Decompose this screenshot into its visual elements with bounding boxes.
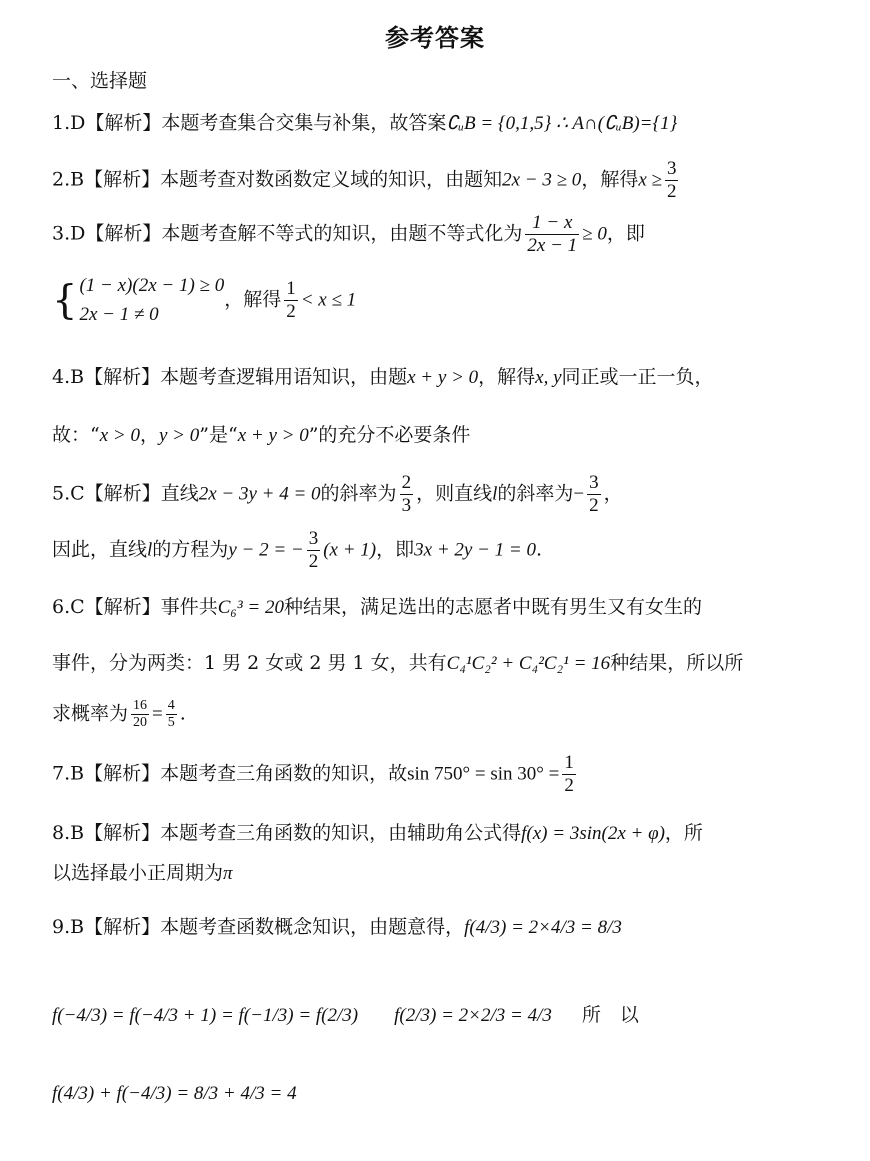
item-text: 事件共 [160,596,218,618]
item-number: 5.C [52,482,85,505]
item-math: f(−4/3) = f(−4/3 + 1) = f(−1/3) = f(2/3) [52,1005,359,1026]
frac-num: 1 − x [525,212,579,235]
frac-den: 2x − 1 [527,234,578,256]
frac-den: 20 [133,715,148,731]
item-number: 8.B [52,822,85,844]
item-text: 本题考查解不等式的知识，由题不等式化为 [161,222,523,245]
item-math: l [147,539,153,561]
frac-den: 2 [666,180,677,202]
item-text: ，即 [606,222,645,245]
answer-item-7 [52,752,579,797]
item-number: 6.C [52,596,85,618]
item-math: y − 2 = − [228,539,304,561]
fraction [665,158,679,203]
item-math: C₄¹C₂² + C₄²C₂¹ = 16 [446,653,611,674]
item-text: 本题考查对数函数定义域的知识，由题知 [160,168,503,191]
frac-num: 3 [589,472,599,493]
item-text: ，即 [376,538,415,561]
item-text: ， [139,424,159,446]
item-text: ，解得 [224,288,282,311]
frac-num: 4 [166,698,177,715]
item-number: 3.D [52,222,86,245]
item-number: 4.B [52,366,85,388]
answer-item-6 [52,592,702,619]
item-math: x + y > 0 [407,367,479,388]
fraction [284,278,298,323]
fraction [562,752,576,797]
item-math: f(2/3) = 2×2/3 = 4/3 [394,1005,552,1026]
item-text: 故：“ [52,424,100,446]
answer-item-4-line2 [52,420,470,447]
item-text: 以选择最小正周期为 [52,862,224,884]
item-text: ，所 [664,822,703,844]
item-number: 7.B [52,762,85,785]
fraction [131,698,149,731]
fraction [166,698,177,731]
fraction [587,472,601,517]
item-text: 种结果，满足选出的志愿者中既有男生又有女生的 [284,596,703,618]
item-text: 本题考查三角函数的知识，由辅助角公式得 [160,822,522,844]
item-text: 的斜率为 [320,482,397,505]
item-tag: 【解析】 [85,112,162,134]
answer-item-1 [52,108,677,135]
system-line-1: (1 − x)(2x − 1) ≥ 0 [79,275,225,296]
item-number: 9.B [52,916,85,938]
frac-den: 5 [167,715,175,731]
frac-num: 1 [564,752,574,773]
answer-item-9-line3 [52,1082,297,1105]
answer-item-6-line3 [52,698,186,731]
item-math: = [152,703,163,725]
item-math: f(4/3) = 2×4/3 = 8/3 [464,917,622,938]
item-text: 本题考查函数概念知识，由题意得， [160,916,465,938]
item-tag: 【解析】 [84,366,161,388]
item-math: ≥ 0 [582,223,607,245]
frac-num: 16 [131,698,149,715]
frac-den: 2 [286,301,296,322]
item-text: ”是“ [199,424,238,446]
answer-item-8 [52,818,703,845]
item-math: sin 750° = sin 30° = [407,763,560,785]
item-math: x, y [535,367,562,388]
item-math: x + y > 0 [237,425,309,446]
fraction [307,528,321,573]
brace-icon: { [52,277,78,324]
system-line-2: 2x − 1 ≠ 0 [79,303,159,325]
inequality-system [77,272,224,329]
fraction [525,212,579,257]
item-text: 直线 [160,482,199,505]
section-heading: 一、选择题 [52,70,148,92]
answer-item-4 [52,362,714,389]
item-text: . [536,538,543,561]
item-text: ”的充分不必要条件 [308,424,471,446]
item-number: 2.B [52,168,85,191]
answer-item-5-line2 [52,528,542,573]
answer-item-2 [52,158,681,203]
answer-item-8-line2 [52,858,233,885]
fraction [400,472,414,517]
item-math: 3x + 2y − 1 = 0 [414,539,536,561]
page-title: 参考答案 [385,23,485,52]
item-text: ，则直线 [416,482,493,505]
item-text: 求概率为 [52,702,129,725]
item-math: C₆³ = 20 [217,597,284,618]
answer-item-9 [52,912,622,939]
item-math: < x ≤ 1 [300,289,357,311]
item-text: 的方程为 [152,538,229,561]
item-text: ，解得 [581,168,639,191]
item-number: 1.D [52,112,86,134]
item-math: ∁ᵤB = {0,1,5} ∴ A∩(∁ᵤB)={1} [446,113,678,134]
item-text: 本题考查三角函数的知识，故 [160,762,408,785]
item-math: x ≥ [638,169,662,191]
item-math: f(x) = 3sin(2x + φ) [521,823,665,844]
item-tag: 【解析】 [84,596,161,618]
frac-den: 2 [308,550,319,572]
answer-item-9-line2 [52,1000,639,1027]
frac-num: 2 [401,472,412,493]
item-text: 事件，分为两类：1 男 2 女或 2 男 1 女，共有 [52,652,447,674]
item-math: 2x − 3 ≥ 0 [502,169,582,191]
item-math: − [573,483,585,505]
item-text: 的斜率为 [497,482,574,505]
item-text: 因此，直线 [52,538,148,561]
item-tag: 【解析】 [84,482,161,505]
item-text: ， [603,482,623,505]
item-tag: 【解析】 [84,762,161,785]
item-tag: 【解析】 [84,822,161,844]
answer-item-3-line2 [52,272,356,329]
item-text: . [179,702,186,725]
item-text: 所 以 [581,1004,639,1026]
item-math: y > 0 [159,425,200,446]
frac-num: 1 [286,278,296,300]
item-text: 本题考查逻辑用语知识，由题 [160,366,408,388]
item-tag: 【解析】 [84,916,161,938]
item-math: π [223,863,233,884]
answer-item-5 [52,472,623,517]
item-tag: 【解析】 [84,168,161,191]
frac-den: 3 [401,494,412,516]
item-math: (x + 1) [323,539,377,561]
frac-den: 2 [589,494,599,516]
item-math: l [492,483,498,505]
item-math: f(4/3) + f(−4/3) = 8/3 + 4/3 = 4 [52,1083,297,1104]
item-text: ，解得 [478,366,536,388]
answer-item-3 [52,212,645,257]
item-text: 种结果，所以所 [610,652,744,674]
item-tag: 【解析】 [85,222,162,245]
item-math: 2x − 3y + 4 = 0 [198,483,321,505]
frac-num: 3 [308,528,319,549]
item-text: 本题考查集合交集与补集，故答案 [161,112,447,134]
frac-den: 2 [564,774,574,796]
item-text: 同正或一正一负， [561,366,714,388]
frac-num: 3 [666,158,677,179]
item-math: x > 0 [99,425,140,446]
answer-item-6-line2 [52,648,743,675]
